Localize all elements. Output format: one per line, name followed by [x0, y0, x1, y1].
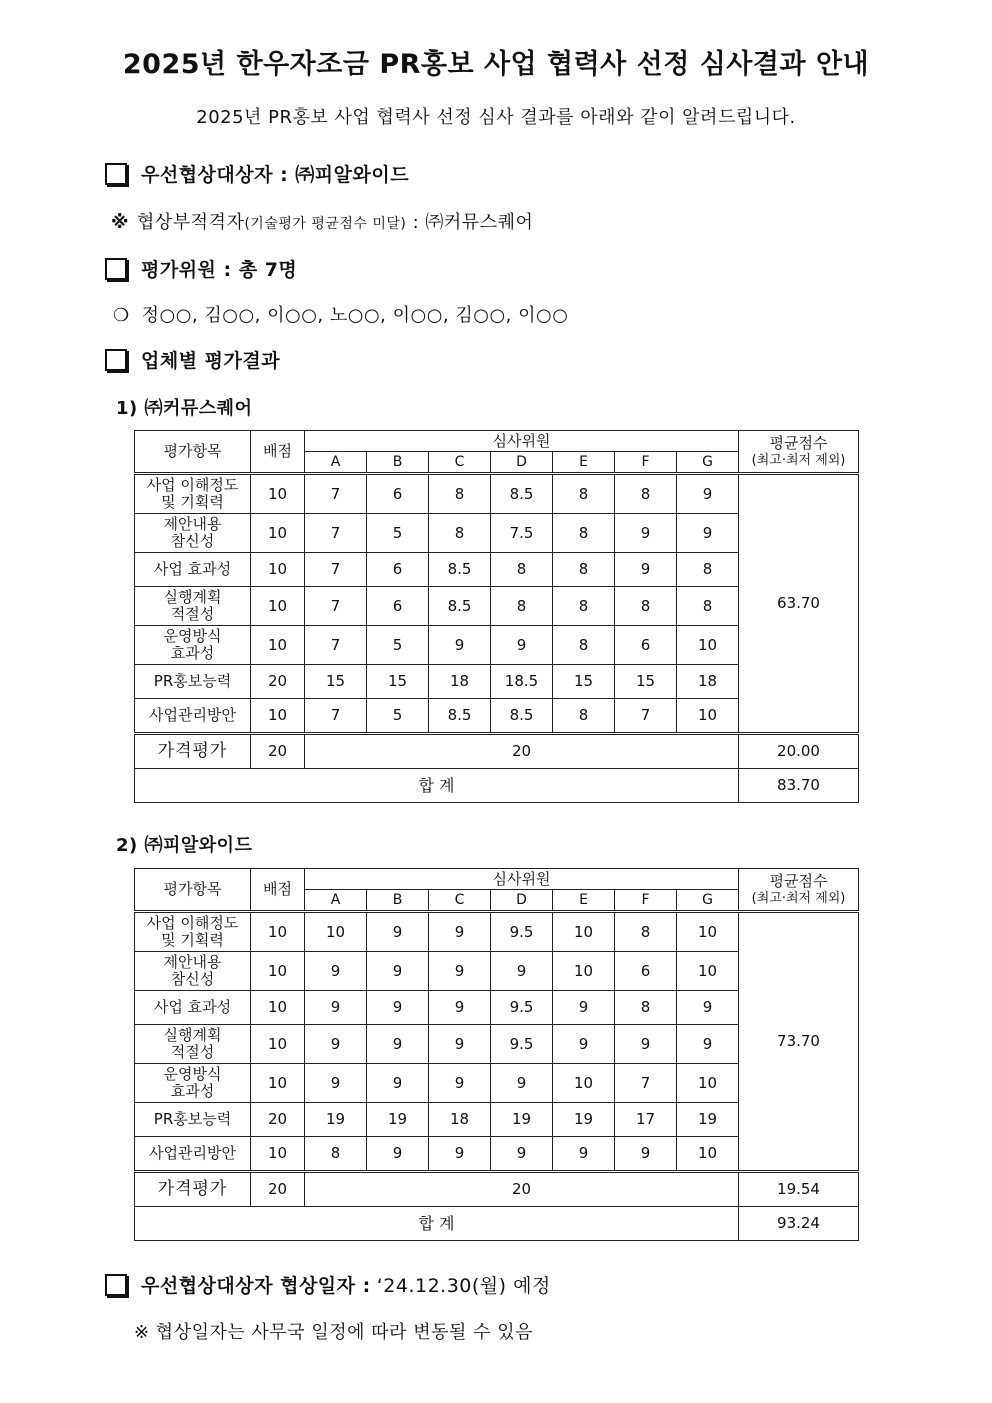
row-score: 9: [677, 991, 739, 1025]
row-score: 6: [367, 474, 429, 514]
heading-text: 평가위원 : 총 7명: [141, 259, 298, 281]
row-score: 15: [553, 665, 615, 699]
row-weight: 10: [251, 699, 305, 734]
heading-evaluators: [105, 255, 297, 282]
price-row: [135, 734, 859, 769]
row-score: 9: [491, 1064, 553, 1103]
footnote: ※ 협상일자는 사무국 일정에 따라 변동될 수 있음: [134, 1322, 534, 1343]
negotiation-date: ‘24.12.30(월) 예정: [376, 1275, 551, 1297]
evaluator-list: [113, 301, 568, 327]
header-average-label: 평균점수: [769, 433, 828, 452]
row-item: [135, 665, 251, 699]
row-score: 9.5: [491, 912, 553, 952]
row-score: 9: [615, 553, 677, 587]
row-score: 19: [305, 1103, 367, 1137]
row-score: 9: [491, 626, 553, 665]
table-header-row: [135, 431, 859, 452]
row-item-line1: 사업 이해정도: [146, 914, 239, 932]
checkbox-square-icon: [105, 163, 127, 185]
row-score: 18: [677, 665, 739, 699]
row-score: 7: [305, 626, 367, 665]
row-score: 7: [305, 553, 367, 587]
row-score: 9.5: [491, 1025, 553, 1064]
row-score: 9: [553, 1137, 615, 1172]
row-item-line1: 사업 효과성: [153, 560, 232, 578]
row-score: 15: [615, 665, 677, 699]
row-score: 7: [305, 587, 367, 626]
row-score: 18: [429, 1103, 491, 1137]
row-score: 8: [305, 1137, 367, 1172]
header-item: 평가항목: [135, 869, 251, 912]
heading-negotiation-date: [105, 1271, 551, 1298]
row-score: 10: [677, 1064, 739, 1103]
row-score: 8.5: [491, 699, 553, 734]
row-score: 18: [429, 665, 491, 699]
row-score: 9: [677, 474, 739, 514]
header-reviewer-c: C: [429, 890, 491, 912]
row-score: 9: [367, 1025, 429, 1064]
row-item: [135, 1064, 251, 1103]
table-row: [135, 474, 859, 514]
row-score: 9: [429, 626, 491, 665]
row-item-line1: 제안내용: [163, 953, 222, 971]
row-score: 8: [429, 514, 491, 553]
row-score: 8: [677, 553, 739, 587]
row-score: 6: [615, 626, 677, 665]
total-label: 합 계: [135, 1207, 739, 1241]
row-score: 18.5: [491, 665, 553, 699]
row-item-line1: 운영방식: [163, 1065, 222, 1083]
total-score: 93.24: [739, 1207, 859, 1241]
header-average: [739, 869, 859, 912]
row-score: 9: [429, 991, 491, 1025]
document-title: 2025년 한우자조금 PR홍보 사업 협력사 선정 심사결과 안내: [122, 49, 870, 80]
row-weight: 10: [251, 553, 305, 587]
row-weight: 10: [251, 1025, 305, 1064]
header-reviewer-b: B: [367, 890, 429, 912]
row-score: 9: [429, 912, 491, 952]
row-score: 19: [367, 1103, 429, 1137]
row-score: 9: [429, 1064, 491, 1103]
header-reviewer-g: G: [677, 890, 739, 912]
row-score: 8.5: [429, 699, 491, 734]
row-score: 8: [553, 474, 615, 514]
header-weight: 배점: [251, 869, 305, 912]
row-score: 9: [367, 1064, 429, 1103]
checkbox-square-icon: [105, 1274, 127, 1296]
header-average-note: (최고·최저 제외): [751, 890, 846, 906]
header-reviewers: 심사위원: [305, 869, 739, 890]
company-heading-1: 1) ㈜커뮤스퀘어: [116, 398, 253, 419]
row-item: [135, 514, 251, 553]
row-item-line1: 사업관리방안: [149, 706, 236, 724]
row-score: 9: [429, 952, 491, 991]
header-reviewer-e: E: [553, 452, 615, 474]
heading-text: 우선협상대상자 협상일자 :: [141, 1275, 371, 1297]
row-score: 19: [553, 1103, 615, 1137]
row-weight: 10: [251, 514, 305, 553]
row-score: 7: [615, 699, 677, 734]
row-weight: 20: [251, 665, 305, 699]
total-label: 합 계: [135, 769, 739, 803]
row-item-line1: PR홍보능력: [153, 672, 232, 690]
row-item: [135, 991, 251, 1025]
header-reviewer-f: F: [615, 890, 677, 912]
disqualified-note: [111, 208, 533, 234]
row-score: 7: [305, 474, 367, 514]
note-sub: (기술평가 평균점수 미달): [244, 216, 407, 232]
row-score: 7: [305, 514, 367, 553]
row-item-line2: 참신성: [170, 532, 215, 550]
heading-text: 업체별 평가결과: [141, 350, 281, 372]
row-item-line1: 사업 효과성: [153, 998, 232, 1016]
row-score: 5: [367, 514, 429, 553]
row-score: 10: [677, 952, 739, 991]
row-score: 19: [491, 1103, 553, 1137]
row-score: 6: [615, 952, 677, 991]
header-item: 평가항목: [135, 431, 251, 474]
row-score: 8: [553, 514, 615, 553]
row-item-line2: 적절성: [170, 605, 215, 623]
row-weight: 10: [251, 1137, 305, 1172]
row-item: [135, 1103, 251, 1137]
row-score: 6: [367, 587, 429, 626]
row-item-line1: 운영방식: [163, 627, 222, 645]
row-item-line1: 실행계획: [163, 588, 222, 606]
price-label: 가격평가: [135, 1172, 251, 1207]
row-score: 8: [553, 699, 615, 734]
heading-results: [105, 346, 280, 373]
reference-mark-icon: ※: [111, 212, 129, 233]
header-reviewer-g: G: [677, 452, 739, 474]
header-reviewer-b: B: [367, 452, 429, 474]
row-score: 8.5: [491, 474, 553, 514]
header-reviewer-d: D: [491, 452, 553, 474]
row-score: 5: [367, 699, 429, 734]
table-row: [135, 912, 859, 952]
row-score: 9: [677, 1025, 739, 1064]
row-score: 10: [553, 912, 615, 952]
price-score: 20: [305, 1172, 739, 1207]
row-score: 9: [553, 1025, 615, 1064]
row-score: 8: [615, 474, 677, 514]
row-score: 10: [677, 699, 739, 734]
price-average: 20.00: [739, 734, 859, 769]
heading-text: 우선협상대상자 : ㈜피알와이드: [141, 164, 410, 186]
row-score: 8: [429, 474, 491, 514]
note-label: 협상부적격자: [137, 212, 245, 233]
row-weight: 10: [251, 952, 305, 991]
row-weight: 10: [251, 474, 305, 514]
total-row: [135, 769, 859, 803]
header-reviewer-c: C: [429, 452, 491, 474]
row-item-line2: 참신성: [170, 970, 215, 988]
row-weight: 10: [251, 626, 305, 665]
row-score: 9: [677, 514, 739, 553]
header-reviewer-d: D: [491, 890, 553, 912]
checkbox-square-icon: [105, 258, 127, 280]
row-item: [135, 1025, 251, 1064]
price-weight: 20: [251, 1172, 305, 1207]
row-item-line1: 제안내용: [163, 515, 222, 533]
header-reviewer-a: A: [305, 890, 367, 912]
row-score: 8: [615, 587, 677, 626]
row-score: 10: [553, 1064, 615, 1103]
row-score: 9: [305, 1064, 367, 1103]
total-row: [135, 1207, 859, 1241]
evaluator-names: 정○○, 김○○, 이○○, 노○○, 이○○, 김○○, 이○○: [141, 305, 569, 326]
row-item-line2: 및 기획력: [161, 493, 224, 511]
row-score: 9: [367, 912, 429, 952]
row-item-line1: PR홍보능력: [153, 1110, 232, 1128]
row-weight: 10: [251, 587, 305, 626]
intro-text: 2025년 PR홍보 사업 협력사 선정 심사 결과를 아래와 같이 알려드립니다.: [196, 107, 796, 128]
row-score: 17: [615, 1103, 677, 1137]
row-score: 10: [305, 912, 367, 952]
header-reviewer-a: A: [305, 452, 367, 474]
row-score: 8: [553, 553, 615, 587]
row-score: 10: [677, 912, 739, 952]
row-score: 9: [553, 991, 615, 1025]
row-score: 9: [305, 952, 367, 991]
row-score: 9: [305, 1025, 367, 1064]
price-average: 19.54: [739, 1172, 859, 1207]
row-weight: 20: [251, 1103, 305, 1137]
row-score: 9.5: [491, 991, 553, 1025]
row-score: 7: [305, 699, 367, 734]
row-item: [135, 553, 251, 587]
row-item: [135, 474, 251, 514]
row-score: 9: [367, 952, 429, 991]
row-weight: 10: [251, 912, 305, 952]
row-item: [135, 699, 251, 734]
average-score: 73.70: [739, 912, 859, 1172]
price-row: [135, 1172, 859, 1207]
row-item-line2: 및 기획력: [161, 931, 224, 949]
row-item: [135, 912, 251, 952]
row-score: 8: [615, 991, 677, 1025]
header-weight: 배점: [251, 431, 305, 474]
total-score: 83.70: [739, 769, 859, 803]
row-weight: 10: [251, 991, 305, 1025]
row-item-line1: 사업관리방안: [149, 1144, 236, 1162]
row-score: 8: [553, 587, 615, 626]
row-score: 9: [615, 514, 677, 553]
score-table-2: [134, 868, 859, 1241]
header-average: [739, 431, 859, 474]
row-score: 9: [615, 1025, 677, 1064]
header-reviewer-f: F: [615, 452, 677, 474]
row-score: 9: [491, 1137, 553, 1172]
row-score: 8: [615, 912, 677, 952]
row-score: 19: [677, 1103, 739, 1137]
row-item-line1: 실행계획: [163, 1026, 222, 1044]
row-score: 8: [491, 587, 553, 626]
row-score: 9: [615, 1137, 677, 1172]
heading-preferred-bidder: [105, 160, 409, 187]
row-score: 15: [367, 665, 429, 699]
row-item: [135, 626, 251, 665]
price-score: 20: [305, 734, 739, 769]
header-reviewer-e: E: [553, 890, 615, 912]
note-value: : ㈜커뮤스퀘어: [406, 212, 534, 233]
row-score: 15: [305, 665, 367, 699]
row-weight: 10: [251, 1064, 305, 1103]
checkbox-square-icon: [105, 349, 127, 371]
row-item: [135, 1137, 251, 1172]
header-average-label: 평균점수: [769, 871, 828, 890]
row-score: 9: [367, 991, 429, 1025]
header-average-note: (최고·최저 제외): [751, 452, 846, 468]
row-score: 9: [491, 952, 553, 991]
row-score: 10: [677, 626, 739, 665]
row-item: [135, 587, 251, 626]
row-item: [135, 952, 251, 991]
price-weight: 20: [251, 734, 305, 769]
row-score: 7.5: [491, 514, 553, 553]
row-score: 9: [429, 1137, 491, 1172]
row-item-line2: 효과성: [170, 1082, 215, 1100]
row-score: 8: [491, 553, 553, 587]
score-table-1: [134, 430, 859, 803]
average-score: 63.70: [739, 474, 859, 734]
row-item-line1: 사업 이해정도: [146, 476, 239, 494]
row-score: 8: [553, 626, 615, 665]
header-reviewers: 심사위원: [305, 431, 739, 452]
row-item-line2: 효과성: [170, 644, 215, 662]
row-score: 8: [677, 587, 739, 626]
row-score: 5: [367, 626, 429, 665]
row-score: 8.5: [429, 553, 491, 587]
row-item-line2: 적절성: [170, 1043, 215, 1061]
row-score: 9: [429, 1025, 491, 1064]
price-label: 가격평가: [135, 734, 251, 769]
table-header-row: [135, 869, 859, 890]
circle-bullet-icon: ❍: [113, 305, 130, 326]
row-score: 8.5: [429, 587, 491, 626]
row-score: 7: [615, 1064, 677, 1103]
row-score: 10: [677, 1137, 739, 1172]
company-heading-2: 2) ㈜피알와이드: [116, 835, 253, 856]
row-score: 9: [367, 1137, 429, 1172]
row-score: 6: [367, 553, 429, 587]
row-score: 10: [553, 952, 615, 991]
row-score: 9: [305, 991, 367, 1025]
